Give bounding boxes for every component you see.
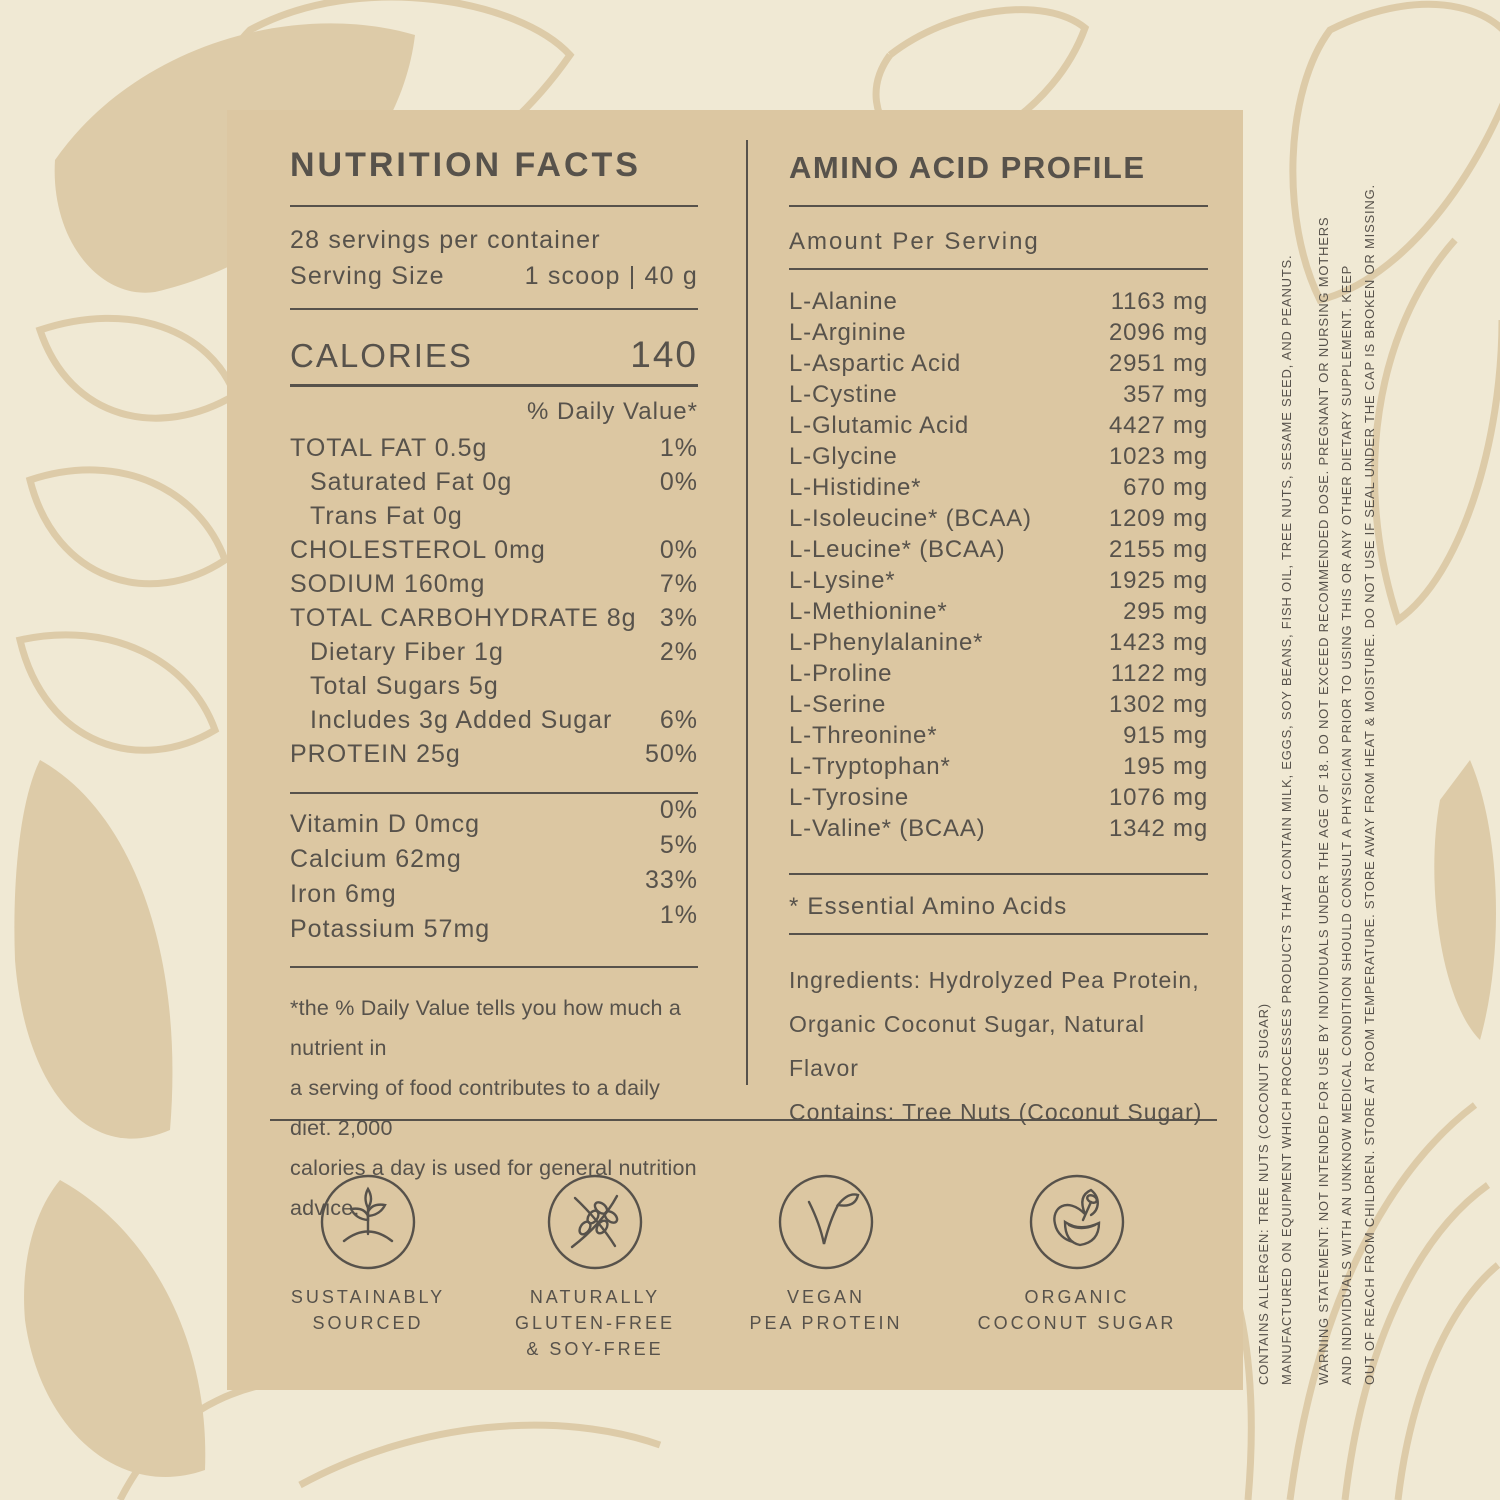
table-row: [789, 412, 1208, 443]
amino-amount: 2096 mg: [1109, 319, 1208, 346]
rule: [290, 966, 698, 968]
amino-name: L-Isoleucine* (BCAA): [789, 505, 1032, 532]
amino-amount: 1023 mg: [1109, 443, 1208, 470]
amino-amount: 1209 mg: [1109, 505, 1208, 532]
amino-amount: 670 mg: [1123, 474, 1208, 501]
vitamins-table: [290, 796, 698, 950]
nutrient-label: Iron 6mg: [290, 880, 397, 908]
badge-label-line: ORGANIC: [1024, 1287, 1130, 1307]
warning-line: WARNING STATEMENT: NOT INTENDED FOR USE BY INDIVIDUALS UNDER THE AGE OF 18. DO NOT EXCEED RECOMMENDED DOSE. PREGNANT OR NURSING MOTHERS: [1316, 216, 1331, 1385]
rule: [290, 308, 698, 310]
table-row: [789, 319, 1208, 350]
amino-name: L-Methionine*: [789, 598, 948, 625]
table-row: [789, 288, 1208, 319]
daily-value: 0%: [659, 796, 698, 824]
vegan-icon: [776, 1172, 876, 1272]
daily-value: 5%: [659, 831, 698, 859]
table-row: [290, 866, 698, 915]
nutrient-label: Trans Fat 0g: [310, 502, 463, 530]
warning-line: CONTAINS ALLERGEN: TREE NUTS (COCONUT SUGAR): [1256, 1003, 1271, 1385]
table-row: [290, 831, 698, 880]
table-row: [290, 570, 698, 604]
table-row: [290, 901, 698, 950]
amino-amount: 915 mg: [1123, 722, 1208, 749]
amino-amount: 2951 mg: [1109, 350, 1208, 377]
rule: [789, 933, 1208, 935]
warning-line: OUT OF REACH FROM CHILDREN. STORE AT ROOM TEMPERATURE. STORE AWAY FROM HEAT & MOISTURE. DO NOT USE IF SEAL UNDER THE CAP IS BROKEN OR MISSING.: [1362, 184, 1377, 1385]
footnote-line: calories a day is used for general nutrition advice.: [290, 1156, 697, 1220]
badge-label-line: SUSTAINABLY: [290, 1287, 446, 1307]
rule: [290, 205, 698, 207]
table-row: [789, 536, 1208, 567]
daily-value: 50%: [644, 740, 698, 768]
amino-name: L-Cystine: [789, 381, 898, 408]
badge-organic-coconut-sugar: [952, 1172, 1202, 1336]
amino-amount: 1076 mg: [1109, 784, 1208, 811]
daily-value: 6%: [659, 706, 698, 734]
table-row: [290, 502, 698, 536]
amino-name: L-Phenylalanine*: [789, 629, 984, 656]
table-row: [789, 350, 1208, 381]
ingredients-line: Contains: Tree Nuts (Coconut Sugar): [789, 1099, 1203, 1125]
daily-value: 0%: [659, 536, 698, 564]
amino-amount: 1163 mg: [1110, 288, 1208, 315]
amino-name: L-Tyrosine: [789, 784, 910, 811]
rule: [789, 873, 1208, 875]
amino-name: L-Serine: [789, 691, 887, 718]
daily-value: 0%: [659, 468, 698, 496]
amino-name: L-Tryptophan*: [789, 753, 951, 780]
table-row: [290, 796, 698, 845]
table-row: [789, 753, 1208, 784]
footnote-line: *the % Daily Value tells you how much a nutrient in: [290, 996, 682, 1060]
rule: [290, 792, 698, 794]
amino-name: L-Histidine*: [789, 474, 922, 501]
daily-value: 7%: [659, 570, 698, 598]
table-row: [789, 629, 1208, 660]
badge-label-line: PEA PROTEIN: [749, 1313, 903, 1333]
calories-row: [290, 334, 698, 376]
table-row: [290, 638, 698, 672]
calories-value: 140: [630, 334, 698, 375]
amino-amount: 1342 mg: [1109, 815, 1208, 842]
sprout-icon: [318, 1172, 418, 1272]
amino-name: L-Leucine* (BCAA): [789, 536, 1006, 563]
table-row: [290, 706, 698, 740]
amino-amount: 1302 mg: [1109, 691, 1208, 718]
daily-value-table: [290, 434, 698, 774]
table-row: [290, 468, 698, 502]
amino-name: L-Proline: [789, 660, 893, 687]
daily-value-header: % Daily Value*: [527, 398, 698, 425]
nutrient-label: SODIUM 160mg: [290, 570, 486, 598]
badge-gluten-soy-free: [470, 1172, 720, 1362]
amino-amount: 195 mg: [1123, 753, 1208, 780]
amino-name: L-Aspartic Acid: [789, 350, 962, 377]
nutrient-label: Potassium 57mg: [290, 915, 491, 943]
amino-name: L-Lysine*: [789, 567, 896, 594]
nutrient-label: Calcium 62mg: [290, 845, 462, 873]
badge-label-line: NATURALLY: [529, 1287, 661, 1307]
table-row: [789, 691, 1208, 722]
ingredients-line: Organic Coconut Sugar, Natural Flavor: [789, 1011, 1146, 1081]
ingredients: [789, 958, 1208, 1134]
ingredients-line: Ingredients: Hydrolyzed Pea Protein,: [789, 967, 1200, 993]
table-row: [290, 740, 698, 774]
amino-acid-title: AMINO ACID PROFILE: [789, 150, 1146, 185]
amino-amount: 4427 mg: [1109, 412, 1208, 439]
rule: [789, 268, 1208, 270]
serving-size-label: Serving Size: [290, 262, 445, 290]
rule: [789, 205, 1208, 207]
table-row: [789, 443, 1208, 474]
table-row: [789, 567, 1208, 598]
badge-label-line: GLUTEN-FREE: [514, 1313, 675, 1333]
table-row: [290, 536, 698, 570]
warning-line: MANUFACTURED ON EQUIPMENT WHICH PROCESSES PRODUCTS THAT CONTAIN MILK, EGGS, SOY BEANS, FISH OIL, TREE NUTS, SESAME SEED, AND PEANUTS.: [1279, 254, 1294, 1385]
amino-name: L-Arginine: [789, 319, 907, 346]
table-row: [789, 660, 1208, 691]
servings-per-container: 28 servings per container: [290, 226, 601, 254]
nutrient-label: Includes 3g Added Sugar: [310, 706, 613, 734]
amino-amount: 1423 mg: [1109, 629, 1208, 656]
nutrient-label: TOTAL CARBOHYDRATE 8g: [290, 604, 637, 632]
amino-acid-table: [789, 288, 1208, 846]
table-row: [789, 722, 1208, 753]
nutrient-label: Total Sugars 5g: [310, 672, 499, 700]
badge-vegan-pea-protein: [701, 1172, 951, 1336]
table-row: [290, 604, 698, 638]
rule: [290, 384, 698, 387]
amino-amount: 1122 mg: [1110, 660, 1208, 687]
amino-name: L-Glutamic Acid: [789, 412, 970, 439]
nutrient-label: PROTEIN 25g: [290, 740, 461, 768]
table-row: [290, 672, 698, 706]
amino-amount: 357 mg: [1123, 381, 1208, 408]
nutrient-label: Saturated Fat 0g: [310, 468, 513, 496]
footnote-line: a serving of food contributes to a daily diet. 2,000: [290, 1076, 661, 1140]
daily-value: 1%: [659, 434, 698, 462]
amino-amount: 295 mg: [1123, 598, 1208, 625]
amino-name: L-Alanine: [789, 288, 898, 315]
coconut-icon: [1027, 1172, 1127, 1272]
amino-name: L-Threonine*: [789, 722, 938, 749]
table-row: [789, 815, 1208, 846]
essential-amino-note: * Essential Amino Acids: [789, 893, 1068, 920]
nutrient-label: Vitamin D 0mcg: [290, 810, 480, 838]
daily-value: 3%: [659, 604, 698, 632]
amount-per-serving: Amount Per Serving: [789, 228, 1040, 255]
daily-value: 2%: [659, 638, 698, 666]
calories-label: CALORIES: [290, 337, 473, 374]
badge-label-line: & SOY-FREE: [526, 1339, 664, 1359]
nutrient-label: Dietary Fiber 1g: [310, 638, 504, 666]
badge-label-line: COCONUT SUGAR: [977, 1313, 1177, 1333]
amino-name: L-Valine* (BCAA): [789, 815, 986, 842]
badge-label-line: SOURCED: [312, 1313, 424, 1333]
warning-line: AND INDIVIDUALS WITH AN UNKNOW MEDICAL CONDITION SHOULD CONSULT A PHYSICIAN PRIOR TO USING THIS OR ANY OTHER DIETARY SUPPLEMENT. KEEP: [1339, 264, 1354, 1385]
gluten-free-icon: [545, 1172, 645, 1272]
serving-size-row: [290, 262, 698, 291]
table-row: [789, 474, 1208, 505]
daily-value: 1%: [659, 901, 698, 929]
table-row: [290, 434, 698, 468]
nutrient-label: CHOLESTEROL 0mg: [290, 536, 546, 564]
amino-amount: 1925 mg: [1109, 567, 1208, 594]
nutrition-facts-title: NUTRITION FACTS: [290, 146, 641, 184]
column-divider: [746, 140, 748, 1085]
side-warning-inner: [1252, 113, 1381, 1385]
daily-value: 33%: [644, 866, 698, 894]
amino-amount: 2155 mg: [1109, 536, 1208, 563]
table-row: [789, 598, 1208, 629]
nutrient-label: TOTAL FAT 0.5g: [290, 434, 488, 462]
amino-name: L-Glycine: [789, 443, 898, 470]
badge-sustainably-sourced: [243, 1172, 493, 1336]
side-warning-text: [1252, 113, 1381, 1385]
table-row: [789, 784, 1208, 815]
badge-label-line: VEGAN: [786, 1287, 866, 1307]
table-row: [789, 381, 1208, 412]
serving-size-value: 1 scoop | 40 g: [524, 262, 698, 290]
table-row: [789, 505, 1208, 536]
